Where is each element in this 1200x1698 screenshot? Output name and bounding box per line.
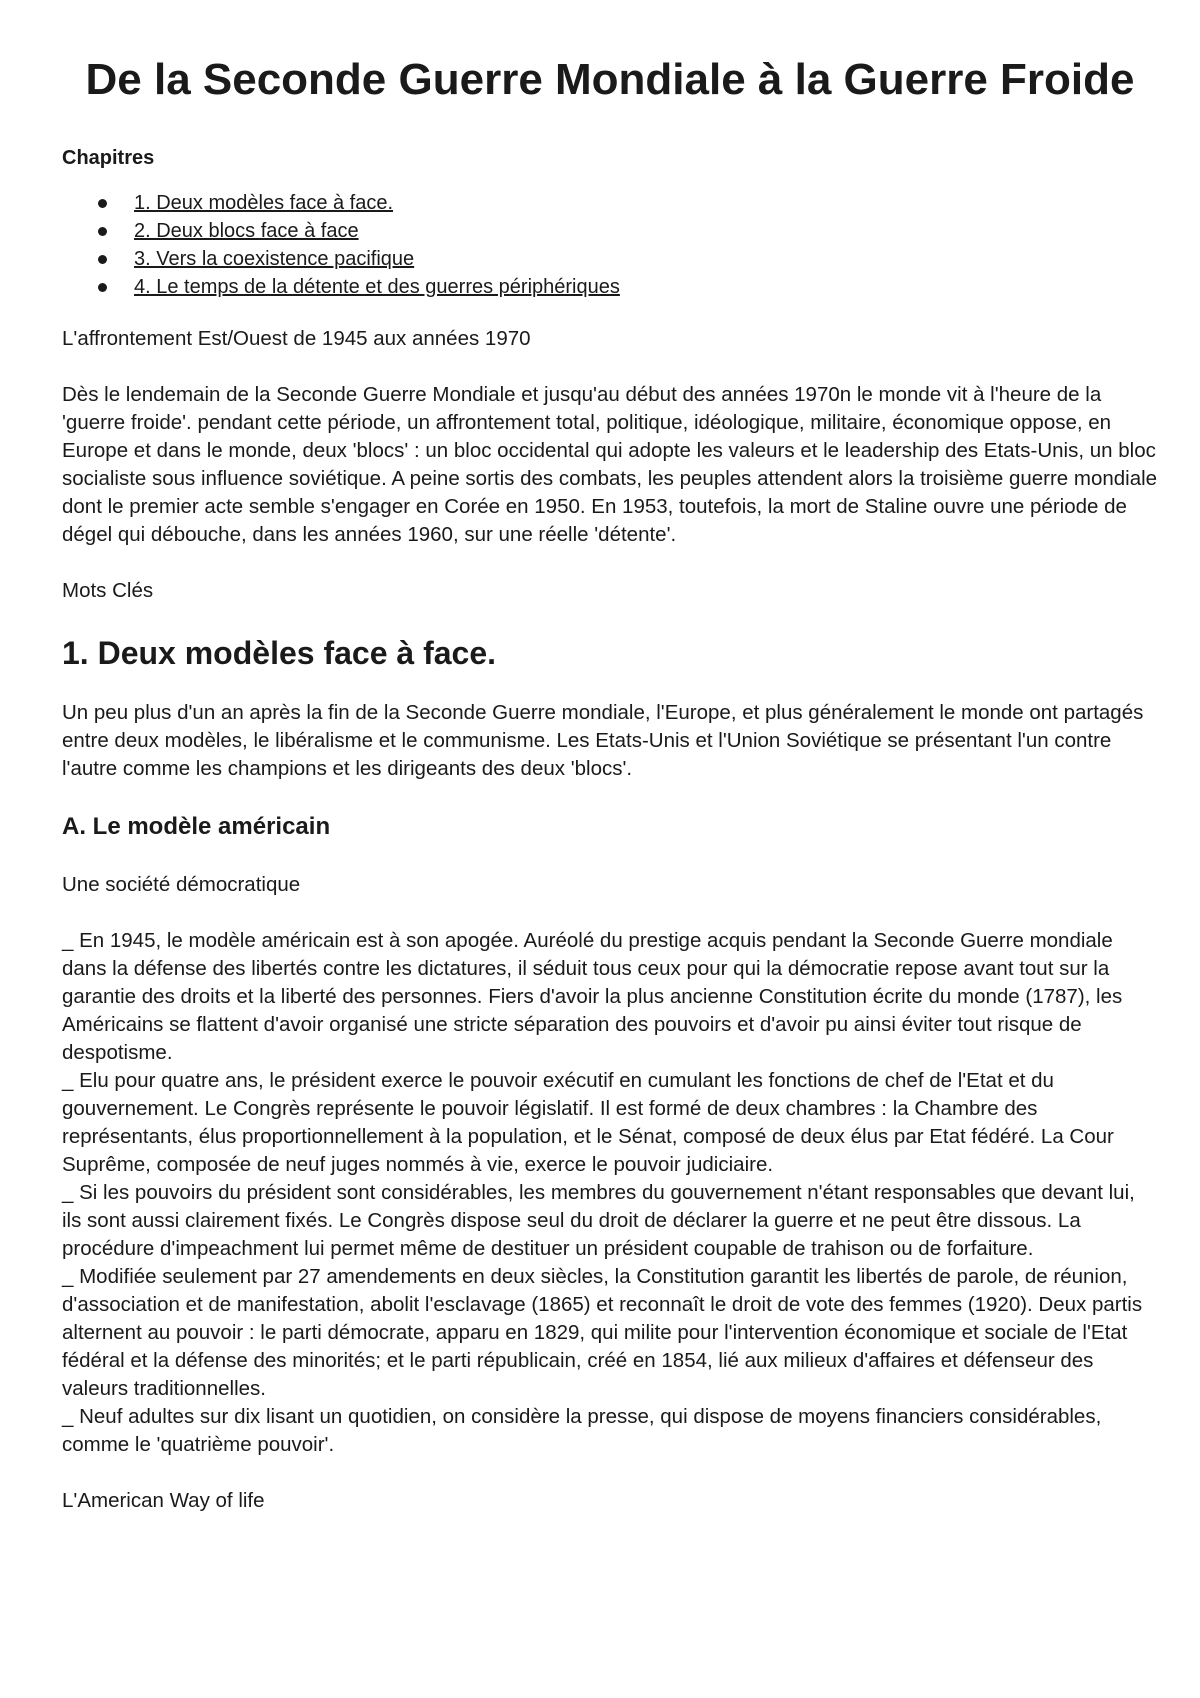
toc-item xyxy=(134,217,1158,245)
table-of-contents xyxy=(62,189,1158,301)
toc-item xyxy=(134,245,1158,273)
subsection-a-label: Une société démocratique xyxy=(62,873,301,896)
body-paragraph: _ Si les pouvoirs du président sont considérables, les membres du gouvernement n'étant responsables que devant lui, ils sont aussi clairement fixés. Le Congrès dispose seul du droit de déclarer la guerre et ne peut être dissous. La procédure d'impeachment lui permet même de destituer un président coupable de trahison ou de forfaiture. xyxy=(62,1181,1135,1260)
subsection-a-title: A. Le modèle américain xyxy=(62,813,331,840)
toc-link-chapter-4[interactable]: 4. Le temps de la détente et des guerres périphériques xyxy=(134,276,620,298)
toc-link-chapter-3[interactable]: 3. Vers la coexistence pacifique xyxy=(134,248,415,270)
toc-item xyxy=(134,273,1158,301)
toc-link-chapter-1[interactable]: 1. Deux modèles face à face. xyxy=(134,192,394,214)
section-1-intro: Un peu plus d'un an après la fin de la Seconde Guerre mondiale, l'Europe, et plus généralement le monde ont partagés entre deux modèles, le libéralisme et le communisme. Les Etats-Unis et l'Union Soviétique se présentant l'un contre l'autre comme les champions et les dirigeants des deux 'blocs'. xyxy=(62,701,1144,780)
body-paragraph: _ Modifiée seulement par 27 amendements en deux siècles, la Constitution garantit les libertés de parole, de réunion, d'association et de manifestation, abolit l'esclavage (1865) et reconnaît le droit de vote des femmes (1920). Deux partis alternent au pouvoir : le parti démocrate, apparu en 1829, qui milite pour l'intervention économique et sociale de l'Etat fédéral et la défense des minorités; et le parti républicain, créé en 1854, lié aux milieux d'affaires et défenseur des valeurs traditionnelles. xyxy=(62,1265,1143,1400)
body-paragraph: _ Neuf adultes sur dix lisant un quotidien, on considère la presse, qui dispose de moyens financiers considérables, comme le 'quatrième pouvoir'. xyxy=(62,1405,1102,1456)
keywords-label: Mots Clés xyxy=(62,579,154,602)
toc-heading: Chapitres xyxy=(62,147,155,169)
page-title: De la Seconde Guerre Mondiale à la Guerre Froide xyxy=(85,55,1135,104)
section-1-title: 1. Deux modèles face à face. xyxy=(62,635,496,671)
intro-paragraph: Dès le lendemain de la Seconde Guerre Mondiale et jusqu'au début des années 1970n le monde vit à l'heure de la 'guerre froide'. pendant cette période, un affrontement total, politique, idéologique, militaire, économique oppose, en Europe et dans le monde, deux 'blocs' : un bloc occidental qui adopte les valeurs et le leadership des Etats-Unis, un bloc socialiste sous influence soviétique. A peine sortis des combats, les peuples attendent alors la troisième guerre mondiale dont le premier acte semble s'engager en Corée en 1950. En 1953, toutefois, la mort de Staline ouvre une période de dégel qui débouche, dans les années 1960, sur une réelle 'détente'. xyxy=(62,383,1158,546)
american-way-of-life-label: L'American Way of life xyxy=(62,1489,265,1512)
subsection-a-body xyxy=(62,927,1158,1459)
body-paragraph: _ En 1945, le modèle américain est à son apogée. Auréolé du prestige acquis pendant la Seconde Guerre mondiale dans la défense des libertés contre les dictatures, il séduit tous ceux pour qui la démocratie repose avant tout sur la garantie des droits et la liberté des personnes. Fiers d'avoir la plus ancienne Constitution écrite du monde (1787), les Américains se flattent d'avoir organisé une stricte séparation des pouvoirs et d'avoir pu ainsi éviter tout risque de despotisme. xyxy=(62,929,1123,1064)
document-subtitle: L'affrontement Est/Ouest de 1945 aux années 1970 xyxy=(62,327,531,350)
toc-item xyxy=(134,189,1158,217)
body-paragraph: _ Elu pour quatre ans, le président exerce le pouvoir exécutif en cumulant les fonctions de chef de l'Etat et du gouvernement. Le Congrès représente le pouvoir législatif. Il est formé de deux chambres : la Chambre des représentants, élus proportionnellement à la population, et le Sénat, composé de deux élus par Etat fédéré. La Cour Suprême, composée de neuf juges nommés à vie, exerce le pouvoir judiciaire. xyxy=(62,1069,1114,1176)
toc-link-chapter-2[interactable]: 2. Deux blocs face à face xyxy=(134,220,359,242)
